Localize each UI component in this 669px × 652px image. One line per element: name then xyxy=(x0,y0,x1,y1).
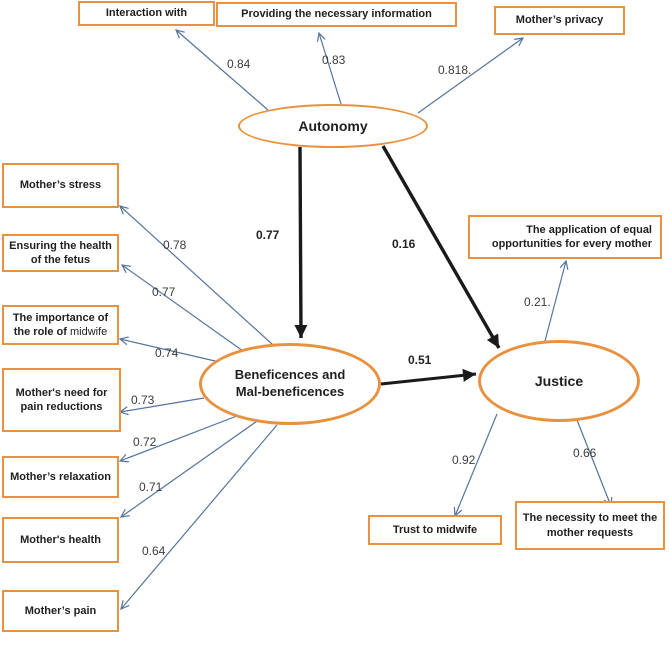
node-ensuring-health-fetus-label: Ensuring the health of the fetus xyxy=(9,239,112,266)
arrow-beneficences-stress xyxy=(120,206,273,345)
coef-beneficences-ensuring: 0.77 xyxy=(152,285,176,299)
node-equal-opportunities-label: The application of equal opportunities for every mother xyxy=(491,223,652,250)
node-mothers-health xyxy=(2,517,119,563)
arrow-beneficences-pain xyxy=(121,425,277,609)
coef-autonomy-interaction: 0.84 xyxy=(227,57,251,71)
node-mothers-need-pain-reductions xyxy=(2,368,121,432)
node-mothers-stress-label: Mother’s stress xyxy=(19,179,102,192)
node-necessity-mother-requests-label: The necessity to meet the mother requests xyxy=(522,512,658,539)
coef-beneficences-relaxation: 0.72 xyxy=(133,435,157,449)
arrow-beneficences-ensuring xyxy=(122,265,250,356)
node-trust-to-midwife-label: Trust to midwife xyxy=(392,523,478,536)
node-providing-information-label: Providing the necessary information xyxy=(241,8,432,21)
node-mothers-stress xyxy=(2,163,119,208)
node-mothers-pain xyxy=(2,590,119,632)
node-mothers-need-pain-reductions-label: Mother's need for pain reductions xyxy=(15,386,108,413)
latent-autonomy-label: Autonomy xyxy=(298,117,368,134)
coef-autonomy-privacy: 0.818. xyxy=(438,63,472,77)
node-equal-opportunities xyxy=(468,215,662,259)
node-ensuring-health-fetus xyxy=(2,234,119,272)
arrow-autonomy-beneficences xyxy=(300,147,301,338)
coef-beneficences-need: 0.73 xyxy=(131,393,155,407)
node-interaction-with xyxy=(78,1,215,26)
node-mothers-relaxation xyxy=(2,456,119,498)
coef-beneficences-importance: 0.74 xyxy=(155,346,179,360)
node-mothers-pain-label: Mother’s pain xyxy=(24,604,97,617)
latent-autonomy xyxy=(238,104,428,148)
arrow-autonomy-providing xyxy=(319,33,341,104)
coef-beneficences-justice: 0.51 xyxy=(408,353,432,367)
arrow-beneficences-justice xyxy=(381,374,476,384)
node-mothers-relaxation-label: Mother’s relaxation xyxy=(10,470,111,483)
latent-justice-label: Justice xyxy=(534,372,584,389)
node-necessity-mother-requests xyxy=(515,501,665,550)
node-interaction-with-label: Interaction with xyxy=(105,7,188,20)
coef-autonomy-providing: 0.83 xyxy=(322,53,346,67)
arrow-justice-necessity xyxy=(577,420,611,506)
latent-beneficences xyxy=(199,343,381,425)
node-providing-information xyxy=(216,2,457,27)
node-mothers-health-label: Mother's health xyxy=(20,533,101,546)
node-importance-role-midwife-label: The importance of the role of midwife xyxy=(12,311,109,338)
coef-beneficences-pain: 0.64 xyxy=(142,544,166,558)
node-mothers-privacy xyxy=(494,6,625,35)
coef-justice-trust: 0.92 xyxy=(452,453,476,467)
coef-autonomy-beneficences: 0.77 xyxy=(256,228,280,242)
node-mothers-privacy-label: Mother’s privacy xyxy=(515,14,604,27)
arrow-autonomy-interaction xyxy=(176,30,268,110)
coef-autonomy-justice: 0.16 xyxy=(392,237,416,251)
coef-beneficences-health: 0.71 xyxy=(139,480,163,494)
latent-beneficences-label: Beneficences and Mal-beneficences xyxy=(234,367,346,399)
node-trust-to-midwife xyxy=(368,515,502,545)
latent-justice xyxy=(478,340,640,422)
coef-justice-necessity: 0.66 xyxy=(573,446,597,460)
coef-beneficences-stress: 0.78 xyxy=(163,238,187,252)
coef-justice-equal: 0.21. xyxy=(524,295,551,309)
node-importance-role-midwife xyxy=(2,305,119,345)
